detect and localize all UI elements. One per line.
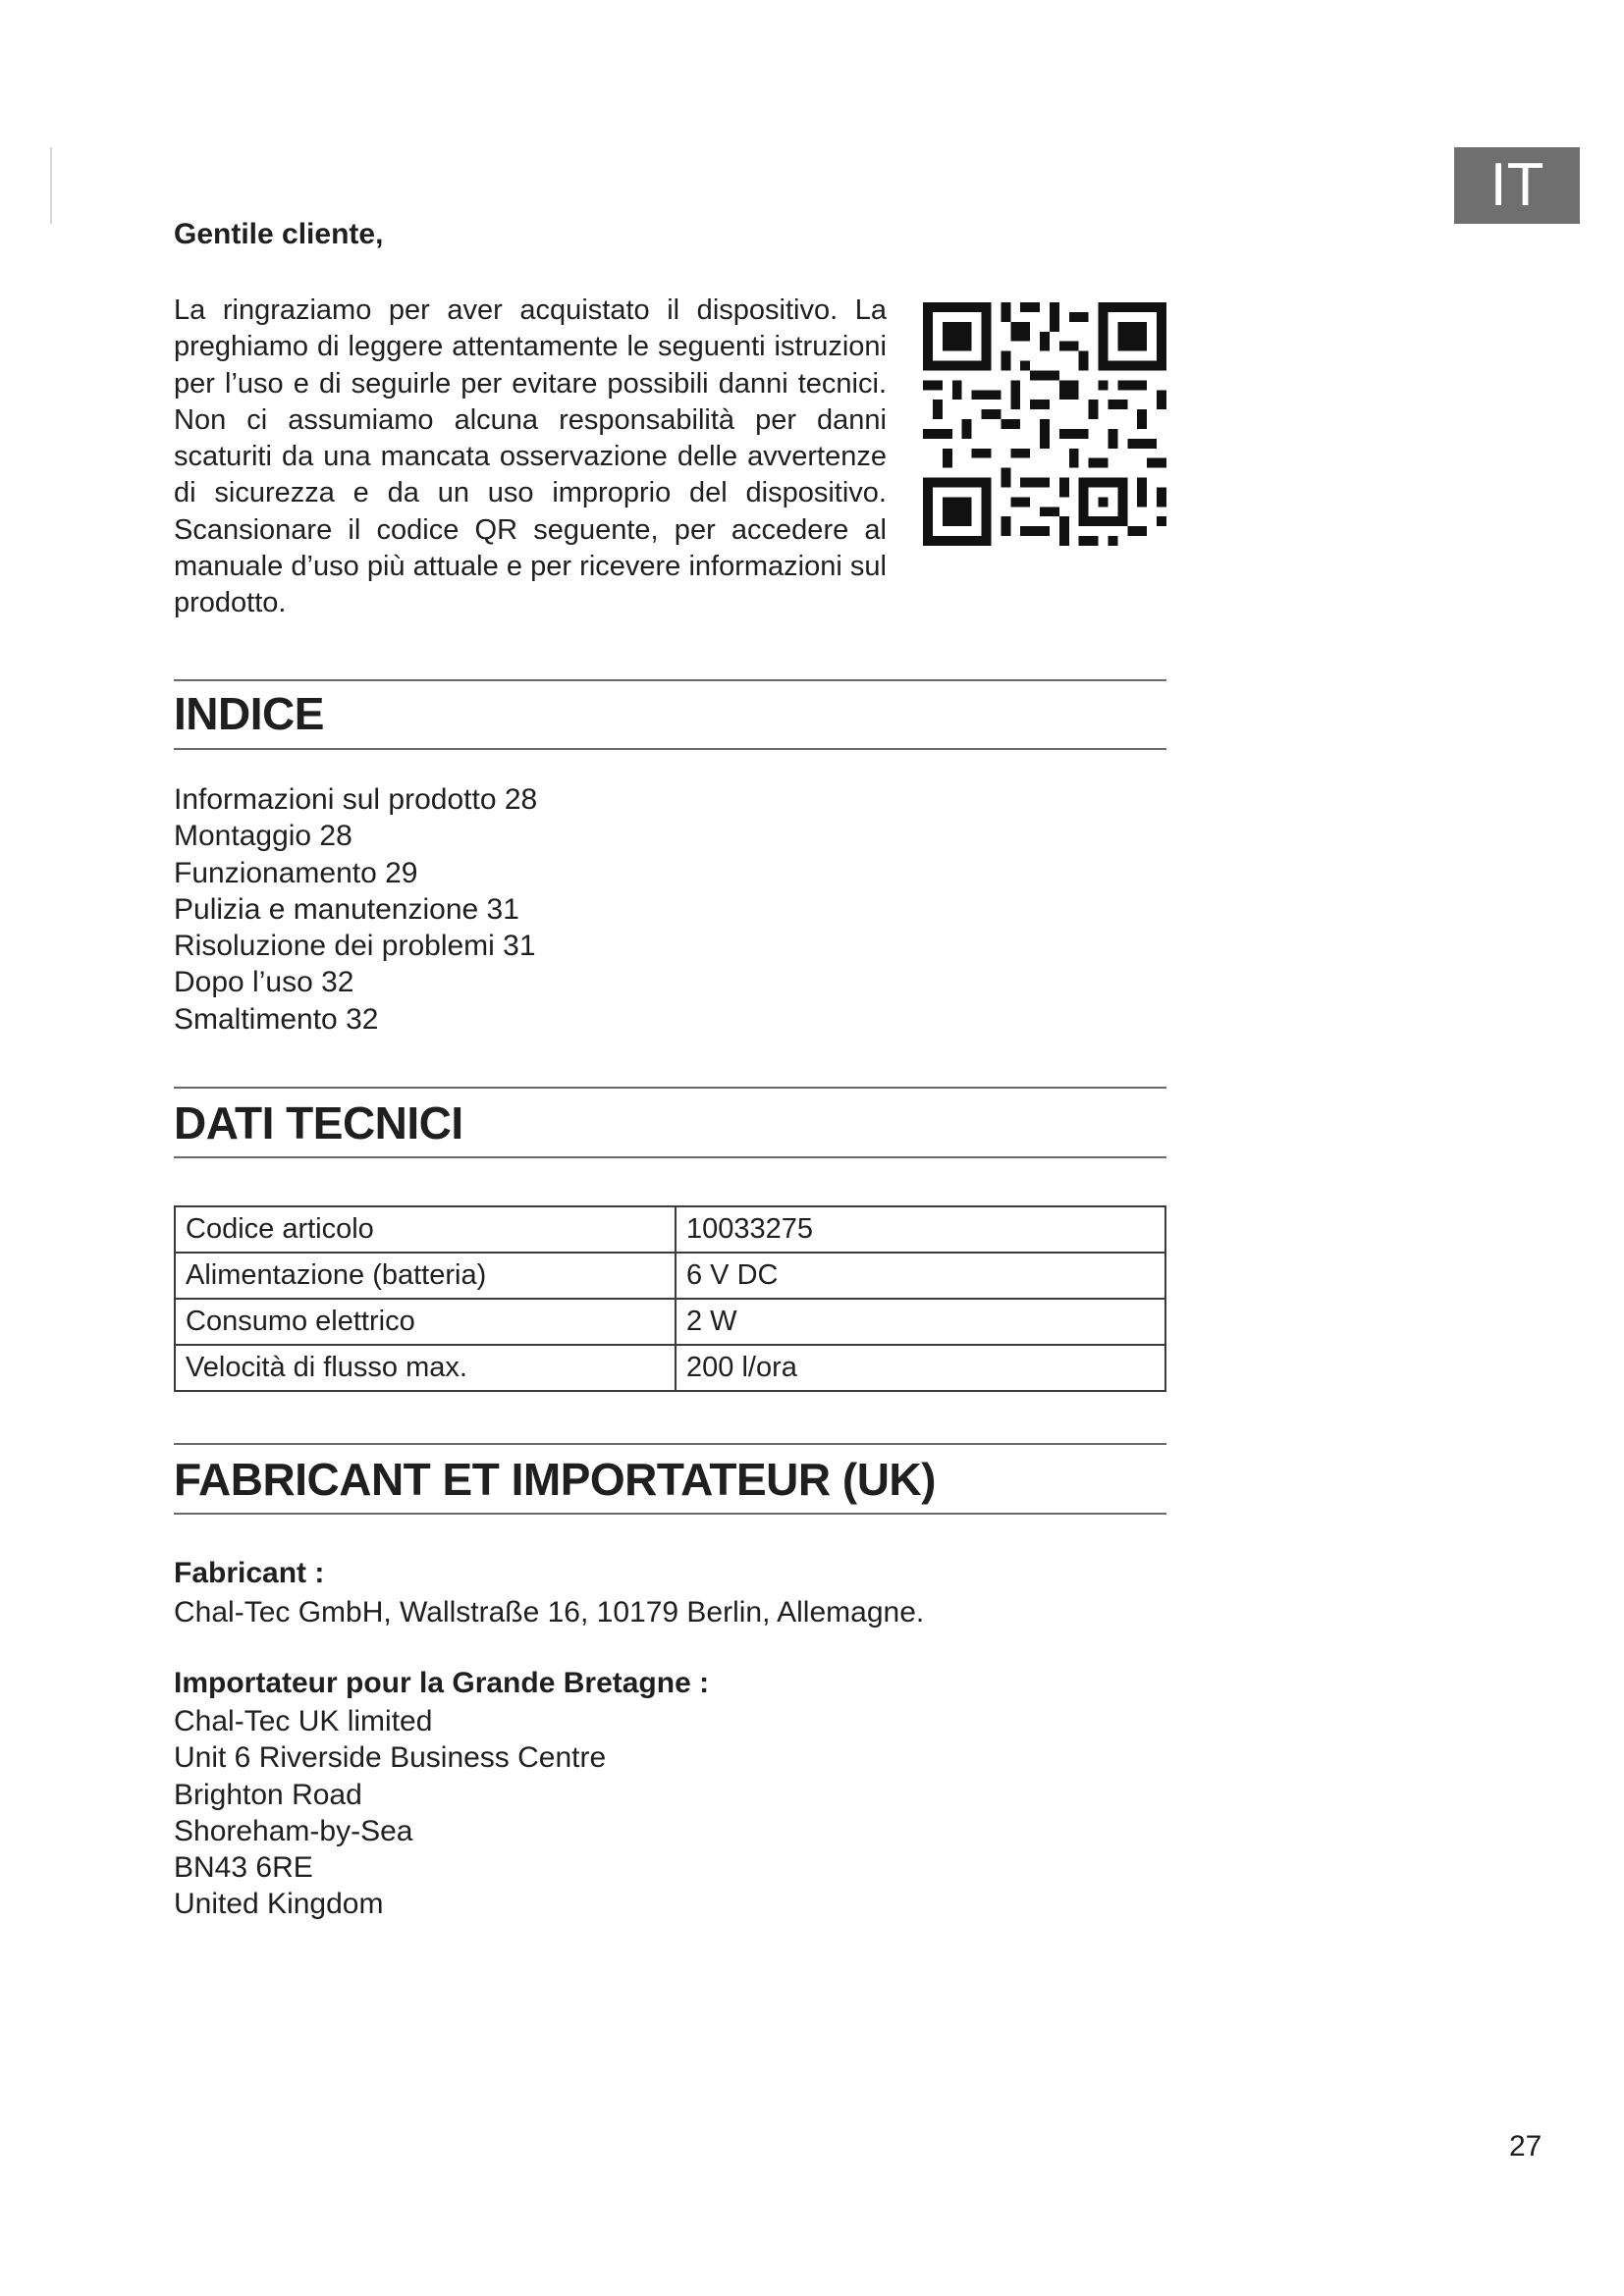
spec-value: 10033275 [676,1206,1165,1253]
language-tab: IT [1454,147,1580,224]
address-line: Shoreham-by-Sea [174,1814,413,1847]
address-line: Unit 6 Riverside Business Centre [174,1741,607,1775]
spec-value: 2 W [676,1299,1165,1345]
table-row [175,1206,1165,1253]
tech-data-table [174,1205,1166,1392]
spec-label: Alimentazione (batteria) [175,1253,676,1299]
spec-label: Consumo elettrico [175,1299,676,1345]
section-rule [174,1156,1166,1158]
address-line: United Kingdom [174,1888,384,1921]
address-line: Brighton Road [174,1778,362,1811]
section-rule [174,1513,1166,1515]
section-rule [174,748,1166,750]
table-row [175,1299,1165,1345]
table-row [175,1253,1165,1299]
margin-marker [50,147,52,224]
importer-label: Importateur pour la Grande Bretagne : [174,1667,710,1699]
toc-item: Funzionamento 29 [174,856,418,889]
spec-label: Codice articolo [175,1206,676,1253]
toc-item: Pulizia e manutenzione 31 [174,892,519,926]
spec-value: 6 V DC [676,1253,1165,1299]
toc-item: Informazioni sul prodotto 28 [174,783,538,816]
qr-code-icon [923,302,1166,546]
greeting: Gentile cliente, [174,218,384,250]
maker-heading: FABRICANT ET IMPORTATEUR (UK) [174,1454,936,1505]
toc-item: Risoluzione dei problemi 31 [174,930,536,963]
address-line: BN43 6RE [174,1851,313,1885]
fabricant-address: Chal-Tec GmbH, Wallstraße 16, 10179 Berlin, Allemagne. [174,1596,925,1629]
table-of-contents [174,781,537,1038]
toc-item: Dopo l’uso 32 [174,966,354,999]
address-line: Chal-Tec UK limited [174,1705,433,1737]
toc-item: Smaltimento 32 [174,1002,379,1036]
tech-heading: DATI TECNICI [174,1097,463,1148]
spec-label: Velocità di flusso max. [175,1345,676,1391]
intro-paragraph: La ringraziamo per aver acquistato il dispositivo. La preghiamo di leggere attentamente le seguenti istruzioni per l’uso e di seguirle per evitare possibili danni tecnici. Non ci assumiamo alcuna responsabilità per danni scaturiti da una mancata osservazione delle avvertenze di sicurezza e da un uso improprio del dispositivo. Scansionare il codice QR seguente, per accedere al manuale d’uso più attuale e per ricevere informazioni sul prodotto. [174,294,887,619]
index-heading: INDICE [174,688,324,739]
fabricant-label: Fabricant : [174,1557,325,1589]
page-number: 27 [1509,2130,1543,2163]
importer-address [174,1703,606,1923]
table-row [175,1345,1165,1391]
toc-item: Montaggio 28 [174,820,352,853]
spec-value: 200 l/ora [676,1345,1165,1391]
